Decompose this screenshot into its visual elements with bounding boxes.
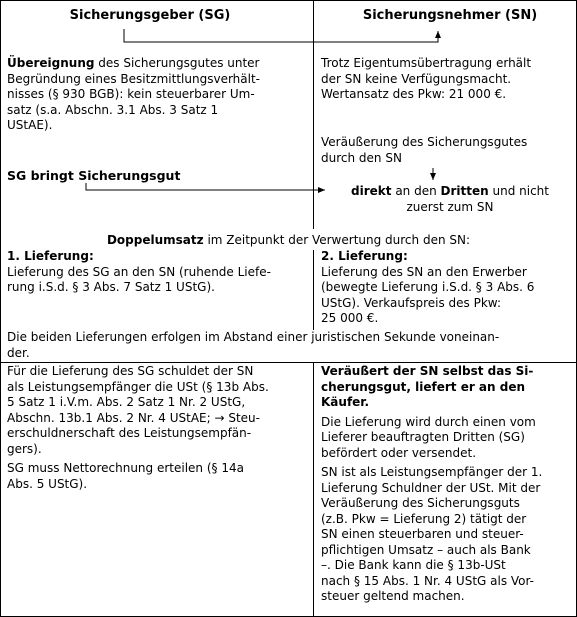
transfer-connector-arrow	[124, 29, 438, 42]
ownership-line-2: der SN keine Verfügungsmacht.	[321, 71, 512, 86]
bottom-section-rule	[0, 362, 577, 363]
tax-debtor-line-2: Lieferung Schuldner der USt. Mit der	[321, 480, 541, 495]
direct-term: direkt	[351, 184, 392, 198]
sicherungsnehmer-heading: Sicherungsnehmer (SN)	[362, 8, 538, 23]
tax-debtor-line-1: SN ist als Leistungsempfänger der 1.	[321, 465, 543, 479]
second-delivery-block	[321, 249, 571, 327]
ownership-line-3: Wertansatz des Pkw: 21 000 €.	[321, 87, 507, 101]
sn-sale-bold-line-1: Veräußert der SN selbst das Si-	[321, 364, 534, 378]
direct-end: und nicht	[488, 184, 549, 198]
dispatch-line-3: befördert oder versendet.	[321, 445, 477, 460]
tax-debtor-line-3: Veräußerung des Sicherungsguts	[321, 496, 520, 510]
net-invoice-line-1: SG muss Nettorechnung erteilen (§ 14a	[7, 461, 244, 475]
ubereignung-line-2: Begründung eines Besitzmittlungsverhält-	[7, 71, 260, 86]
ubereignung-line-3: nisses (§ 930 BGB): kein steuerbarer Um-	[7, 87, 255, 101]
sn-sale-bold-line-2: cherungsgut, liefert er an den	[321, 379, 526, 394]
ubereignung-line-5: UStAE).	[7, 118, 53, 132]
doppelumsatz-term: Doppelumsatz	[106, 233, 204, 247]
sg-brings-prefix: SG bringt	[7, 168, 79, 183]
first-delivery-block	[7, 249, 311, 296]
direct-delivery-arrow	[86, 183, 325, 190]
second-delivery-line-4: 25 000 €.	[321, 311, 379, 325]
sg-brings-object: Sicherungsgut	[78, 168, 181, 183]
interval-text	[7, 330, 573, 361]
net-invoice-line-2: Abs. 5 UStG).	[7, 476, 88, 491]
second-delivery-line-3: UStG). Verkaufspreis des Pkw:	[321, 295, 502, 310]
interval-line-2: der.	[7, 345, 30, 360]
direct-mid: an den	[391, 184, 441, 198]
reverse-charge-text	[7, 364, 311, 492]
tax-debtor-line-5: SN einen steuerbaren und steuer-	[321, 527, 524, 541]
tax-debtor-line-8: nach § 15 Abs. 1 Nr. 4 UStG als Vor-	[321, 573, 535, 588]
tax-debtor-line-9: steuer geltend machen.	[321, 589, 465, 603]
reverse-charge-line-4: Abschn. 13b.1 Abs. 2 Nr. 4 UStAE; → Steu-	[7, 410, 260, 425]
sale-line-1: Veräußerung des Sicherungsgutes	[321, 135, 528, 149]
doppelumsatz-heading	[0, 233, 577, 249]
reverse-charge-line-5: erschuldnerschaft des Leistungsempfän-	[7, 426, 252, 440]
dispatch-line-2: Lieferer beauftragten Dritten (SG)	[321, 430, 525, 444]
sicherungsgeber-heading: Sicherungsgeber (SG)	[69, 8, 231, 23]
direct-delivery-text	[325, 184, 575, 215]
doppelumsatz-rest: im Zeitpunkt der Verwertung durch den SN:	[203, 233, 471, 247]
sg-brings-good-label	[7, 168, 307, 184]
ubereignung-line-4: satz (s.a. Abschn. 3.1 Abs. 3 Satz 1	[7, 102, 219, 117]
first-delivery-line-2: rung i.S.d. § 3 Abs. 7 Satz 1 UStG).	[7, 280, 215, 294]
dispatch-line-1: Die Lieferung wird durch einen vom	[321, 414, 536, 429]
column-divider-bottom	[313, 362, 314, 617]
reverse-charge-line-6: gers).	[7, 441, 42, 456]
reverse-charge-line-3: 5 Satz 1 i.V.m. Abs. 2 Satz 1 Nr. 2 UStG,	[7, 395, 246, 409]
second-delivery-line-1: Lieferung des SN an den Erwerber	[321, 264, 527, 279]
sn-sale-text	[321, 364, 571, 605]
sn-sale-bold-line-3: Käufer.	[321, 395, 370, 409]
first-delivery-heading: 1. Lieferung:	[7, 249, 94, 263]
ownership-transfer-text	[321, 56, 571, 103]
second-delivery-line-2: (bewegte Lieferung i.S.d. § 3 Abs. 6	[321, 280, 535, 294]
interval-line-1: Die beiden Lieferungen erfolgen im Abstand einer juristischen Sekunde voneinan-	[7, 330, 500, 344]
ubereignung-term: Übereignung	[7, 56, 95, 70]
column-divider-middle	[313, 250, 314, 330]
reverse-charge-line-1: Für die Lieferung des SG schuldet der SN	[7, 364, 254, 378]
tax-debtor-line-6: pflichtigen Umsatz – auch als Bank	[321, 542, 531, 557]
ubereignung-line-1: des Sicherungsgutes unter	[94, 56, 260, 70]
reverse-charge-line-2: als Leistungsempfänger die USt (§ 13b Abs.	[7, 379, 269, 394]
second-delivery-heading: 2. Lieferung:	[321, 249, 408, 263]
third-party-term: Dritten	[440, 184, 489, 198]
ownership-line-1: Trotz Eigentumsübertragung erhält	[321, 56, 532, 70]
tax-debtor-line-4: (z.B. Pkw = Lieferung 2) tätigt der	[321, 511, 527, 526]
direct-line-2: zuerst zum SN	[406, 199, 494, 214]
tax-debtor-line-7: –. Die Bank kann die § 13b-USt	[321, 558, 506, 572]
first-delivery-line-1: Lieferung des SG an den SN (ruhende Liefe-	[7, 264, 271, 279]
ubereignung-text	[7, 56, 307, 134]
sale-text	[321, 135, 571, 166]
sale-line-2: durch den SN	[321, 150, 402, 165]
